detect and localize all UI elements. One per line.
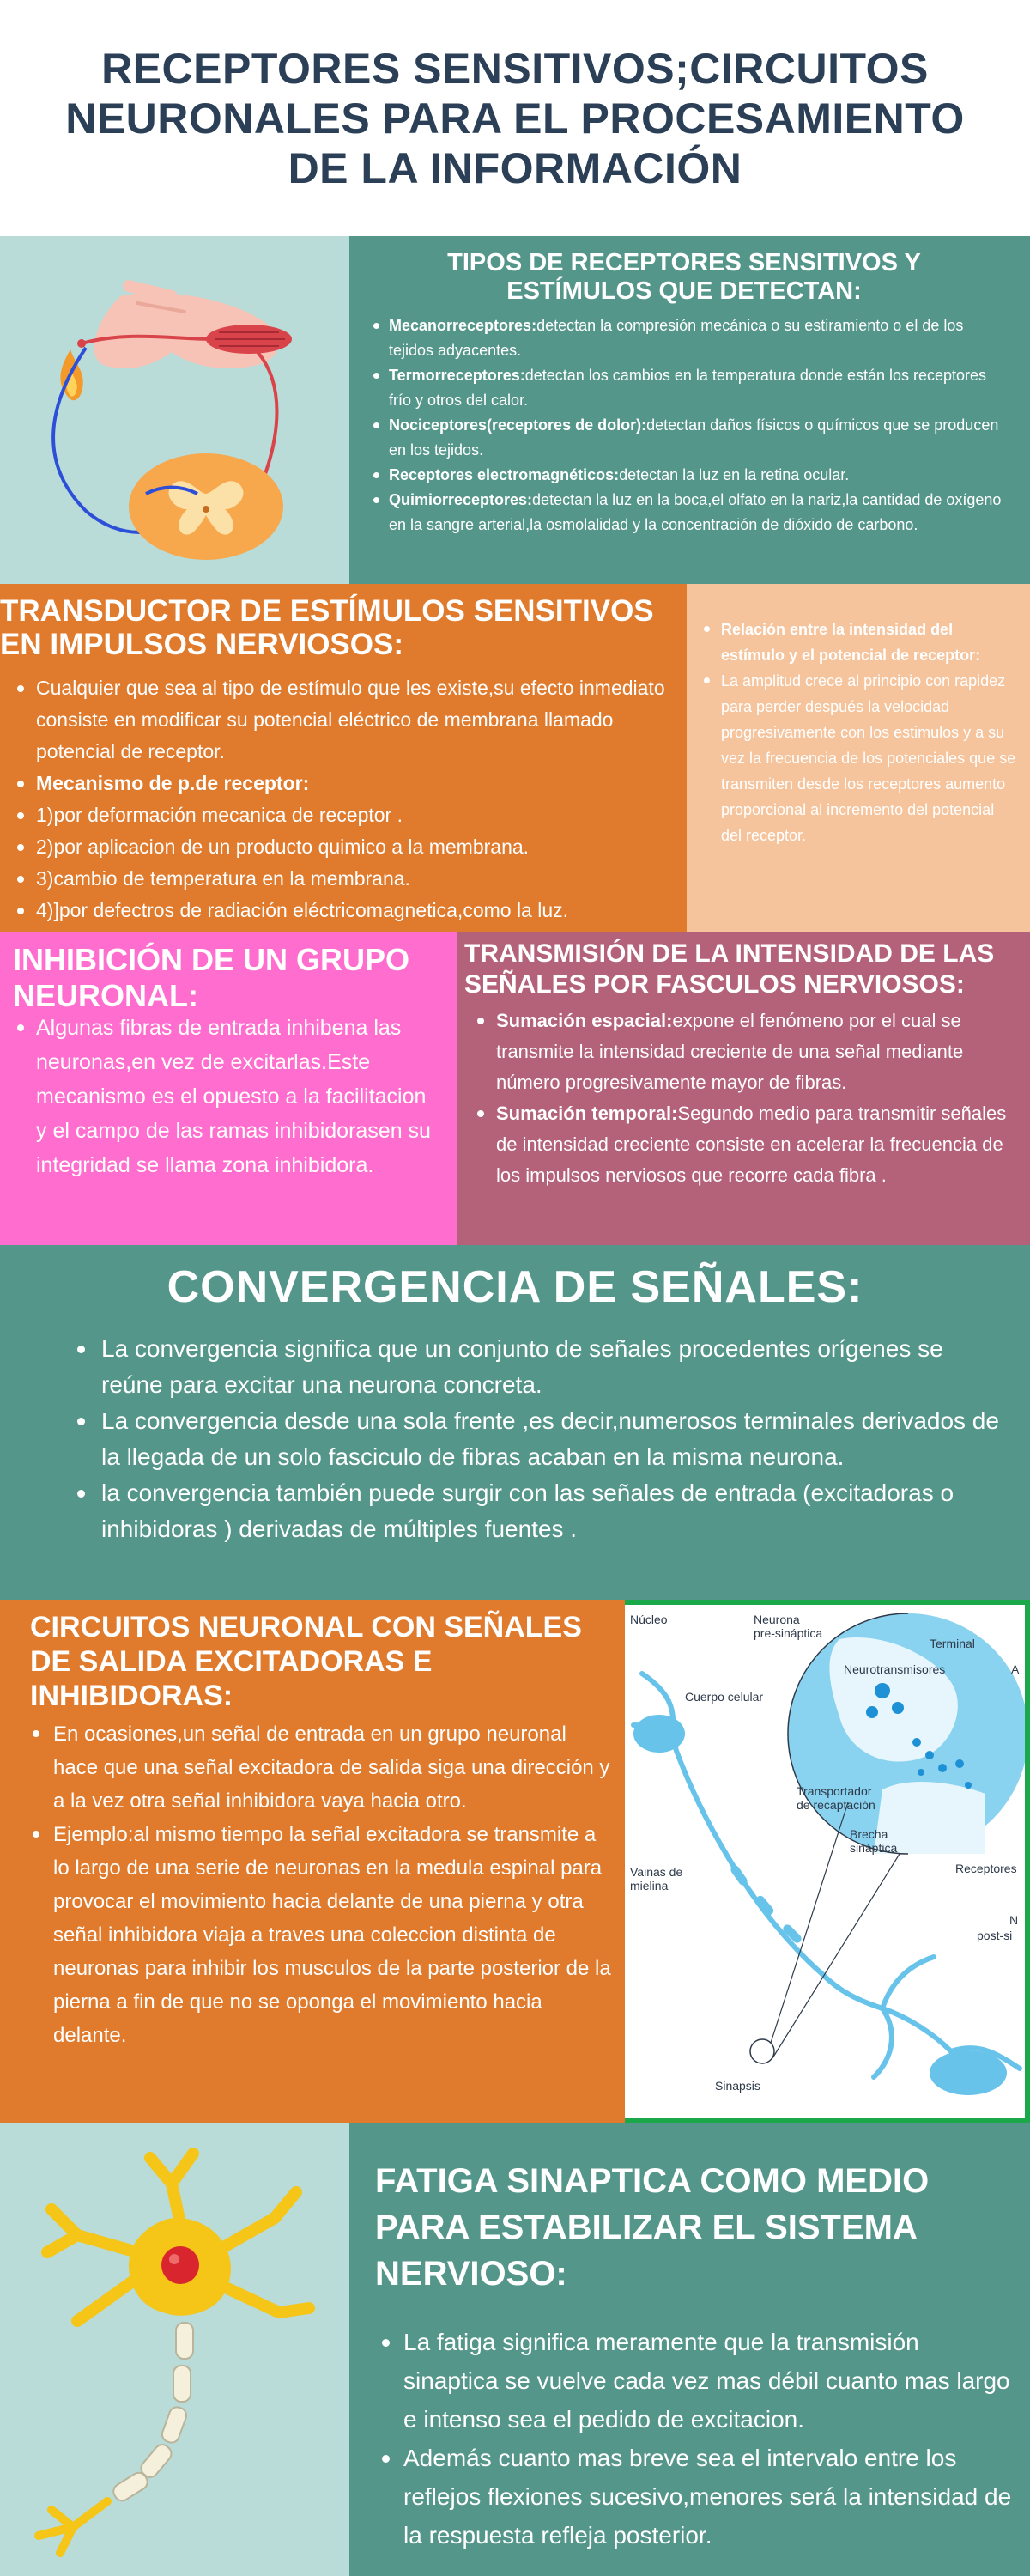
- list-item: [384, 488, 1002, 538]
- summation-description: Segundo medio para transmitir señales de intensidad creciente consiste en acelerar la frecuencia de los impulsos nerviosos que recorre cada fibra .: [496, 1103, 1007, 1186]
- receptor-description: detectan la luz en la retina ocular.: [619, 466, 850, 483]
- receptor-term: Mecanorreceptores:: [389, 317, 537, 334]
- summation-description: expone el fenómeno por el cual se transmite la intensidad creciente de una señal mediante número progresivamente mayor de fibras.: [496, 1010, 964, 1093]
- list-item: 3)cambio de temperatura en la membrana.: [36, 863, 671, 895]
- receptor-types-section: [349, 236, 1030, 584]
- list-item: Ejemplo:al mismo tiempo la señal excitadora se transmite a lo largo de una serie de neuronas en la medula espinal para provocar el movimiento hacia delante de una pierna y otra señal inhibidora viaja a traves una coleccion distinta de neuronas para inhibir los musculos de la parte posterior de la pierna a fin de que no se oponga el movimiento hacia delante.: [53, 1818, 611, 2052]
- receptor-term: Quimiorreceptores:: [389, 491, 533, 508]
- label-presynaptic-1: Neurona: [754, 1613, 800, 1626]
- list-item: 2)por aplicacion de un producto quimico a la membrana.: [36, 831, 671, 863]
- intensity-relation-heading: Relación entre la intensidad del estímulo y el potencial de receptor:: [721, 621, 981, 664]
- intensity-relation-list: [721, 617, 1017, 848]
- label-cut-n1: N: [1009, 1913, 1019, 1927]
- inhibition-list: [36, 1011, 439, 1182]
- transmission-section: [457, 932, 1030, 1245]
- list-item: La convergencia significa que un conjunto de señales procedentes orígenes se reúne para excitar una neurona concreta.: [101, 1331, 1011, 1403]
- receptor-types-heading: TIPOS DE RECEPTORES SENSITIVOS Y ESTÍMULOS QUE DETECTAN:: [447, 249, 921, 305]
- mechanism-label: Mecanismo de p.de receptor:: [36, 772, 310, 794]
- list-item: [384, 363, 1002, 413]
- label-cut-a: A: [1011, 1662, 1020, 1676]
- summation-term: Sumación espacial:: [496, 1010, 673, 1031]
- title-banner: [0, 0, 1030, 236]
- receptor-types-list: [384, 313, 1002, 538]
- label-myelin-2: mielina: [630, 1879, 669, 1893]
- label-myelin-1: Vainas de: [630, 1865, 683, 1879]
- list-item: la convergencia también puede surgir con las señales de entrada (excitadoras o inhibidoras ) derivadas de múltiples fuentes .: [101, 1475, 1011, 1547]
- list-item: Cualquier que sea al tipo de estímulo que les existe,su efecto inmediato consiste en modificar su potencial eléctrico de membrana llamado potencial de receptor.: [36, 672, 671, 768]
- list-item: En ocasiones,un señal de entrada en un grupo neuronal hace que una señal excitadora de salida siga una dirección y a la vez otra señal inhibidora vaya hacia otro.: [53, 1717, 611, 1818]
- transducer-heading: TRANSDUCTOR DE ESTÍMULOS SENSITIVOS EN IMPULSOS NERVIOSOS:: [0, 594, 654, 661]
- label-terminal: Terminal: [930, 1637, 975, 1650]
- summation-term: Sumación temporal:: [496, 1103, 678, 1124]
- list-item: La amplitud crece al principio con rapidez para perder después la velocidad progresivamente con los estimulos y a su vez la frecuencia de los potenciales que se transmiten desde los receptores aumento proporcional al incremento del potencial del receptor.: [721, 668, 1017, 848]
- fatigue-heading: FATIGA SINAPTICA COMO MEDIO PARA ESTABILIZAR EL SISTEMA NERVIOSO:: [375, 2162, 930, 2293]
- list-item: 4)]por defectros de radiación eléctricomagnetica,como la luz.: [36, 895, 671, 927]
- inhibition-heading: INHIBICIÓN DE UN GRUPO NEURONAL:: [13, 942, 410, 1013]
- list-item: Además cuanto mas breve sea el intervalo entre los reflejos flexiones sucesivo,menores será la intensidad de la respuesta refleja posterior.: [403, 2439, 1017, 2555]
- neuron-illustration: [0, 2123, 349, 2576]
- list-item: [496, 1098, 1024, 1191]
- list-item: [36, 768, 671, 799]
- list-item: [496, 1005, 1024, 1098]
- label-presynaptic-2: pre-sináptica: [754, 1626, 823, 1640]
- reflex-arc-icon: [0, 236, 349, 584]
- transmission-list: [496, 1005, 1024, 1191]
- list-item: La convergencia desde una sola frente ,es decir,numerosos terminales derivados de la llegada de un solo fasciculo de fibras acaban en la misma neurona.: [101, 1403, 1011, 1475]
- fatigue-list: [403, 2323, 1017, 2555]
- label-cell-body: Cuerpo celular: [685, 1690, 764, 1704]
- fatigue-section: [349, 2123, 1030, 2576]
- list-item: [384, 313, 1002, 363]
- receptor-description: detectan la compresión mecánica o su estiramiento o el de los tejidos adyacentes.: [389, 317, 964, 359]
- label-transporter-2: de recaptación: [797, 1798, 876, 1812]
- list-item: Algunas fibras de entrada inhibena las neuronas,en vez de excitarlas.Este mecanismo es el opuesto a la facilitacion y el campo de las ramas inhibidorasen su integridad se llama zona inhibidora.: [36, 1011, 439, 1182]
- list-item: 1)por deformación mecanica de receptor .: [36, 799, 671, 831]
- list-item: [721, 617, 1017, 668]
- list-item: [384, 463, 1002, 488]
- label-nucleo: Núcleo: [630, 1613, 668, 1626]
- list-item: La fatiga significa meramente que la transmisión sinaptica se vuelve cada vez mas débil cuanto mas largo e intenso sea el pedido de excitacion.: [403, 2323, 1017, 2439]
- transducer-list: [36, 672, 671, 927]
- receptor-term: Nociceptores(receptores de dolor):: [389, 416, 647, 434]
- intensity-relation-section: [687, 584, 1030, 932]
- label-synapse: Sinapsis: [715, 2079, 760, 2093]
- convergence-heading: CONVERGENCIA DE SEÑALES:: [167, 1262, 863, 1312]
- list-item: [384, 413, 1002, 463]
- page-title: RECEPTORES SENSITIVOS;CIRCUITOS NEURONALES PARA EL PROCESAMIENTO DE LA INFORMACIÓN: [65, 44, 965, 192]
- transmission-heading: TRANSMISIÓN DE LA INTENSIDAD DE LAS SEÑALES POR FASCULOS NERVIOSOS:: [464, 939, 995, 999]
- inhibition-section: [0, 932, 457, 1245]
- label-receptors: Receptores: [955, 1862, 1017, 1875]
- circuits-list: [53, 1717, 611, 2052]
- receptor-term: Termorreceptores:: [389, 367, 525, 384]
- convergence-list: [101, 1331, 1011, 1547]
- transducer-section: [0, 584, 687, 932]
- label-neurotransmitters: Neurotransmisores: [844, 1662, 946, 1676]
- receptor-description: detectan los cambios en la temperatura donde están los receptores frío y otros del calor.: [389, 367, 987, 409]
- label-gap-1: Brecha: [850, 1827, 888, 1841]
- label-transporter-1: Transportador: [797, 1784, 872, 1798]
- receptor-term: Receptores electromagnéticos:: [389, 466, 620, 483]
- circuits-section: [0, 1600, 625, 2123]
- receptor-description: detectan daños físicos o químicos que se producen en los tejidos.: [389, 416, 999, 459]
- convergence-section: [0, 1245, 1030, 1600]
- receptor-description: detectan la luz en la boca,el olfato en la nariz,la cantidad de oxígeno en la sangre arterial,la osmolalidad y la concentración de dióxido de carbono.: [389, 491, 1002, 533]
- synapse-diagram: [625, 1600, 1030, 2123]
- circuits-heading: CIRCUITOS NEURONAL CON SEÑALES DE SALIDA EXCITADORAS E INHIBIDORAS:: [30, 1611, 582, 1712]
- neuron-icon: [0, 2123, 349, 2576]
- reflex-arc-illustration: [0, 236, 349, 584]
- label-cut-n2: post-si: [977, 1929, 1013, 1942]
- label-gap-2: sináptica: [850, 1841, 898, 1855]
- synapse-diagram-icon: [625, 1605, 1025, 2118]
